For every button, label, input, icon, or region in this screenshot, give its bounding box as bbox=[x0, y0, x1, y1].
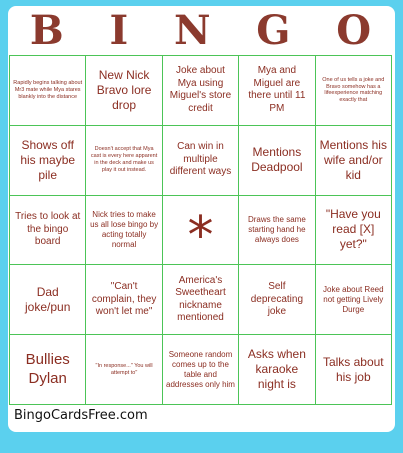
bingo-cell[interactable]: "Can't complain, they won't let me" bbox=[86, 265, 162, 335]
bingo-cell[interactable]: New Nick Bravo lore drop bbox=[86, 56, 162, 126]
bingo-cell[interactable]: Asks when karaoke night is bbox=[239, 335, 315, 405]
bingo-cell[interactable]: Mentions Deadpool bbox=[239, 126, 315, 196]
bingo-cell[interactable]: "Have you read [X] yet?" bbox=[316, 196, 392, 266]
bingo-cell[interactable]: Nick tries to make us all lose bingo by acting totally normal bbox=[86, 196, 162, 266]
header-letter-o: O bbox=[336, 6, 374, 54]
bingo-cell[interactable]: Rapidly begins talking about Mr3 mate while Mya stares blankly into the distance bbox=[10, 56, 86, 126]
header-letter-g: G bbox=[256, 6, 293, 54]
header-letter-b: B bbox=[29, 6, 66, 54]
bingo-card bbox=[8, 6, 395, 432]
bingo-cell[interactable]: Tries to look at the bingo board bbox=[10, 196, 86, 266]
footer-site-name: BingoCardsFree.com bbox=[14, 408, 148, 423]
bingo-cell[interactable]: America's Sweetheart nickname mentioned bbox=[163, 265, 239, 335]
bingo-cell[interactable]: Draws the same starting hand he always does bbox=[239, 196, 315, 266]
bingo-cell[interactable]: Mentions his wife and/or kid bbox=[316, 126, 392, 196]
bingo-grid bbox=[9, 55, 392, 405]
bingo-cell[interactable]: Joke about Reed not getting Lively Durge bbox=[316, 265, 392, 335]
bingo-cell[interactable]: Doesn't accept that Mya cast is every here apparent in the deck and make us play it out instead. bbox=[86, 126, 162, 196]
bingo-cell[interactable]: Bullies Dylan bbox=[10, 335, 86, 405]
bingo-cell[interactable]: Joke about Mya using Miguel's store credit bbox=[163, 56, 239, 126]
header-letter-n: N bbox=[173, 6, 213, 54]
bingo-header bbox=[8, 6, 395, 54]
header-letter-i: I bbox=[109, 6, 131, 54]
bingo-cell[interactable]: Dad joke/pun bbox=[10, 265, 86, 335]
bingo-cell[interactable]: Can win in multiple different ways bbox=[163, 126, 239, 196]
bingo-cell[interactable]: Talks about his job bbox=[316, 335, 392, 405]
bingo-cell[interactable]: Shows off his maybe pile bbox=[10, 126, 86, 196]
free-space-cell[interactable]: * bbox=[163, 196, 239, 266]
bingo-cell[interactable]: Mya and Miguel are there until 11 PM bbox=[239, 56, 315, 126]
bingo-cell[interactable]: "In response..." You will attempt to" bbox=[86, 335, 162, 405]
bingo-cell[interactable]: One of us tells a joke and Bravo somehow has a lifeexperience matching exactly that bbox=[316, 56, 392, 126]
bingo-cell[interactable]: Self deprecating joke bbox=[239, 265, 315, 335]
bingo-cell[interactable]: Someone random comes up to the table and addresses only him bbox=[163, 335, 239, 405]
